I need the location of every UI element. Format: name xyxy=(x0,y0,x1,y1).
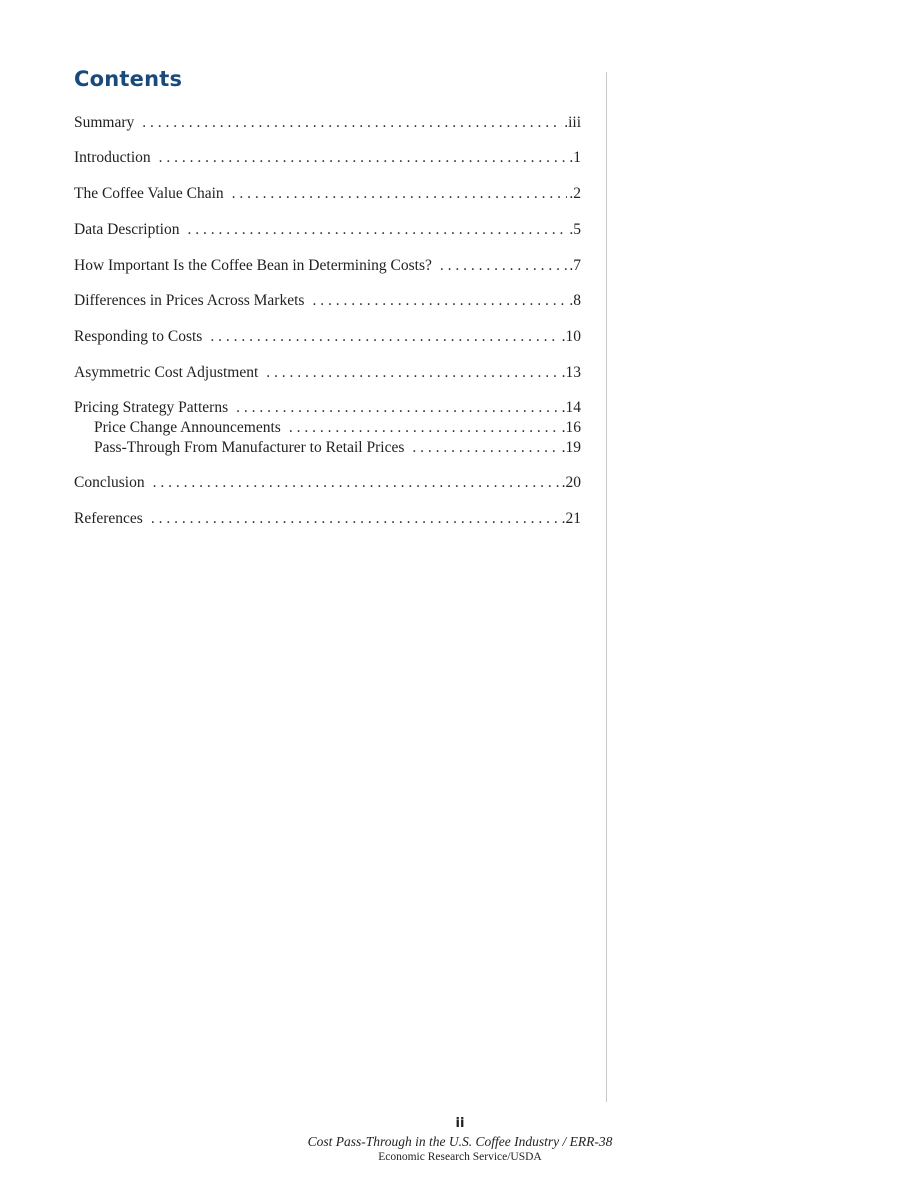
dot-leader xyxy=(153,473,560,493)
toc-entry-page: .14 xyxy=(561,399,581,416)
toc-entry-introduction[interactable] xyxy=(74,148,581,168)
toc-entry-label: Introduction xyxy=(74,149,151,166)
footer-page-number: ii xyxy=(455,1116,465,1131)
toc-entry-page: .13 xyxy=(561,364,581,381)
toc-entry-pricing-strategy[interactable] xyxy=(74,398,581,418)
toc-entry-page: .5 xyxy=(569,221,581,238)
dot-leader xyxy=(440,256,568,276)
toc-entry-label: Differences in Prices Across Markets xyxy=(74,292,305,309)
toc-entry-label: Conclusion xyxy=(74,474,145,491)
toc-entry-page: .2 xyxy=(569,185,581,202)
dot-leader xyxy=(266,363,559,383)
footer-agency: Economic Research Service/USDA xyxy=(378,1151,542,1163)
toc-entry-coffee-value-chain[interactable] xyxy=(74,184,581,204)
dot-leader xyxy=(210,327,559,347)
toc-entry-pass-through[interactable] xyxy=(94,438,581,458)
footer-publication-title: Cost Pass-Through in the U.S. Coffee Industry / ERR-38 xyxy=(307,1134,613,1149)
toc-entry-label: How Important Is the Coffee Bean in Determining Costs? xyxy=(74,257,432,274)
dot-leader xyxy=(159,148,568,168)
page-title: Contents xyxy=(74,67,183,91)
toc-entry-label: References xyxy=(74,510,143,527)
dot-leader xyxy=(187,220,567,240)
toc-entry-label: Price Change Announcements xyxy=(94,419,281,436)
toc-entry-label: Data Description xyxy=(74,221,180,238)
dot-leader xyxy=(412,438,559,458)
toc-entry-coffee-bean-costs[interactable] xyxy=(74,256,581,276)
toc-entry-label: Responding to Costs xyxy=(74,328,203,345)
toc-entry-asymmetric-adjustment[interactable] xyxy=(74,363,581,383)
column-divider xyxy=(606,72,607,1102)
toc-entry-page: .20 xyxy=(561,474,581,491)
dot-leader xyxy=(289,418,560,438)
toc-entry-page: .19 xyxy=(561,439,581,456)
toc-entry-price-differences[interactable] xyxy=(74,291,581,311)
toc-entry-page: .1 xyxy=(569,149,581,166)
dot-leader xyxy=(151,509,560,529)
toc-entry-data-description[interactable] xyxy=(74,220,581,240)
toc-entry-label: Pricing Strategy Patterns xyxy=(74,399,229,416)
dot-leader xyxy=(312,291,567,311)
toc-entry-page: .iii xyxy=(564,114,581,131)
toc-entry-label: Pass-Through From Manufacturer to Retail Prices xyxy=(94,439,405,456)
dot-leader xyxy=(232,184,568,204)
toc-entry-page: .16 xyxy=(561,419,581,436)
dot-leader xyxy=(236,398,560,418)
toc-entry-page: .7 xyxy=(569,257,581,274)
toc-entry-references[interactable] xyxy=(74,509,581,529)
toc-entry-conclusion[interactable] xyxy=(74,473,581,493)
toc-entry-label: Asymmetric Cost Adjustment xyxy=(74,364,259,381)
toc-entry-page: .21 xyxy=(561,510,581,527)
toc-entry-label: The Coffee Value Chain xyxy=(74,185,224,202)
toc-entry-summary[interactable] xyxy=(74,113,581,133)
toc-entry-label: Summary xyxy=(74,114,135,131)
toc-entry-responding-to-costs[interactable] xyxy=(74,327,581,347)
toc-entry-page: .10 xyxy=(561,328,581,345)
toc-entry-price-change-announcements[interactable] xyxy=(94,418,581,438)
toc-entry-page: .8 xyxy=(569,292,581,309)
dot-leader xyxy=(142,113,562,133)
